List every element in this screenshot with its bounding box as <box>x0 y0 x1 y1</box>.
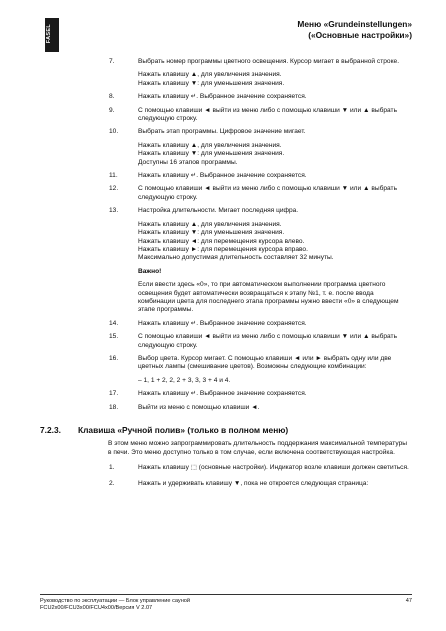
step-18: 18. Выйти из меню с помощью клавиши ◄. <box>109 403 260 411</box>
important-note: Если ввести здесь «0», то при автоматическом выполнении программа цветного освещения будет автоматически возвращаться к этапу №1, т. е. после ввода комбинации цвета для последнего этапа программы нужно ввести «0» в следующем этапе программы. <box>138 281 399 314</box>
step-7: 7. Выбрать номер программы цветного освещения. Курсор мигает в выбранной строке. <box>109 58 400 65</box>
important-label: Важно! <box>138 267 162 275</box>
step-17: 17. Нажать клавишу ↵. Выбранное значение сохраняется. <box>109 390 307 398</box>
page-number: 47 <box>405 598 412 604</box>
section-title: Клавиша «Ручной полив» (только в полном меню) <box>78 425 289 435</box>
section-heading <box>40 426 412 434</box>
step-10-detail: Нажать клавишу ▲, для увеличения значения. Нажать клавишу ▼: для уменьшения значения. Доступны 16 этапов программы. <box>138 141 285 166</box>
brand-logo: FASEL <box>45 18 59 52</box>
section-number: 7.2.3. <box>40 425 61 435</box>
step-8: 8. Нажать клавишу ↵. Выбранное значение сохраняется. <box>109 93 307 101</box>
step-14: 14. Нажать клавишу ↵. Выбранное значение сохраняется. <box>109 319 307 327</box>
step-16: 16. Выбор цвета. Курсор мигает. С помощью клавиши ◄ или ► выбрать одну или две цветных лампы (смешивание цветов). Возможны следующие комбинации: <box>109 354 392 371</box>
section-intro: В этом меню можно запрограммировать длительность поддержания максимальной температуры в печи. Это меню доступно только в том случае, если включена соответствующая настройка. <box>108 440 407 456</box>
footer-title: Руководство по эксплуатации — Блок управление сауной <box>40 598 191 604</box>
step-11: 11. Нажать клавишу ↵. Выбранное значение сохраняется. <box>109 172 307 180</box>
step-7-detail: Нажать клавишу ▲, для увеличения значения. Нажать клавишу ▼: для уменьшения значения. <box>138 71 285 87</box>
header-title: Меню «Grundeinstellungen» <box>297 19 412 29</box>
step-12: 12. С помощью клавиши ◄ выйти из меню либо с помощью клавиши ▼ или ▲ выбрать следующую строку. <box>109 185 398 201</box>
step-15: 15. С помощью клавиши ◄ выйти из меню либо с помощью клавиши ▼ или ▲ выбрать следующую строку. <box>109 333 398 349</box>
step-9: 9. С помощью клавиши ◄ выйти из меню либо с помощью клавиши ▼ или ▲ выбрать следующую строку. <box>109 106 398 123</box>
section-step-2: 2. Нажать и удерживать клавишу ▼, пока не откроется следующая страница: <box>109 479 369 487</box>
page-header <box>297 19 412 41</box>
page-content <box>40 58 412 488</box>
header-subtitle: («Основные настройки») <box>308 30 412 40</box>
step-13-detail: Нажать клавишу ▲, для увеличения значения. Нажать клавишу ▼: для уменьшения значения. Нажать клавишу ◄: для перемещения курсора влево. Нажать клавишу ►: для перемещения курсора вправо. Максимально допустимая длительность составляет 32 минуты. <box>138 220 334 262</box>
section-step-1: 1. Нажать клавишу ⬚ (основные настройки). Индикатор возле клавиши должен светиться. <box>109 464 409 472</box>
page-footer <box>40 594 412 612</box>
footer-version: FCU2x00/FCU3x00/FCU4x00/Версия V 2.07 <box>40 605 153 611</box>
color-combinations: – 1, 1 + 2, 2, 2 + 3, 3, 3 + 4 и 4. <box>138 376 231 384</box>
step-10: 10. Выбрать этап программы. Цифровое значение мигает. <box>109 128 306 136</box>
step-13: 13. Настройка длительности. Мигает последняя цифра. <box>109 207 299 215</box>
